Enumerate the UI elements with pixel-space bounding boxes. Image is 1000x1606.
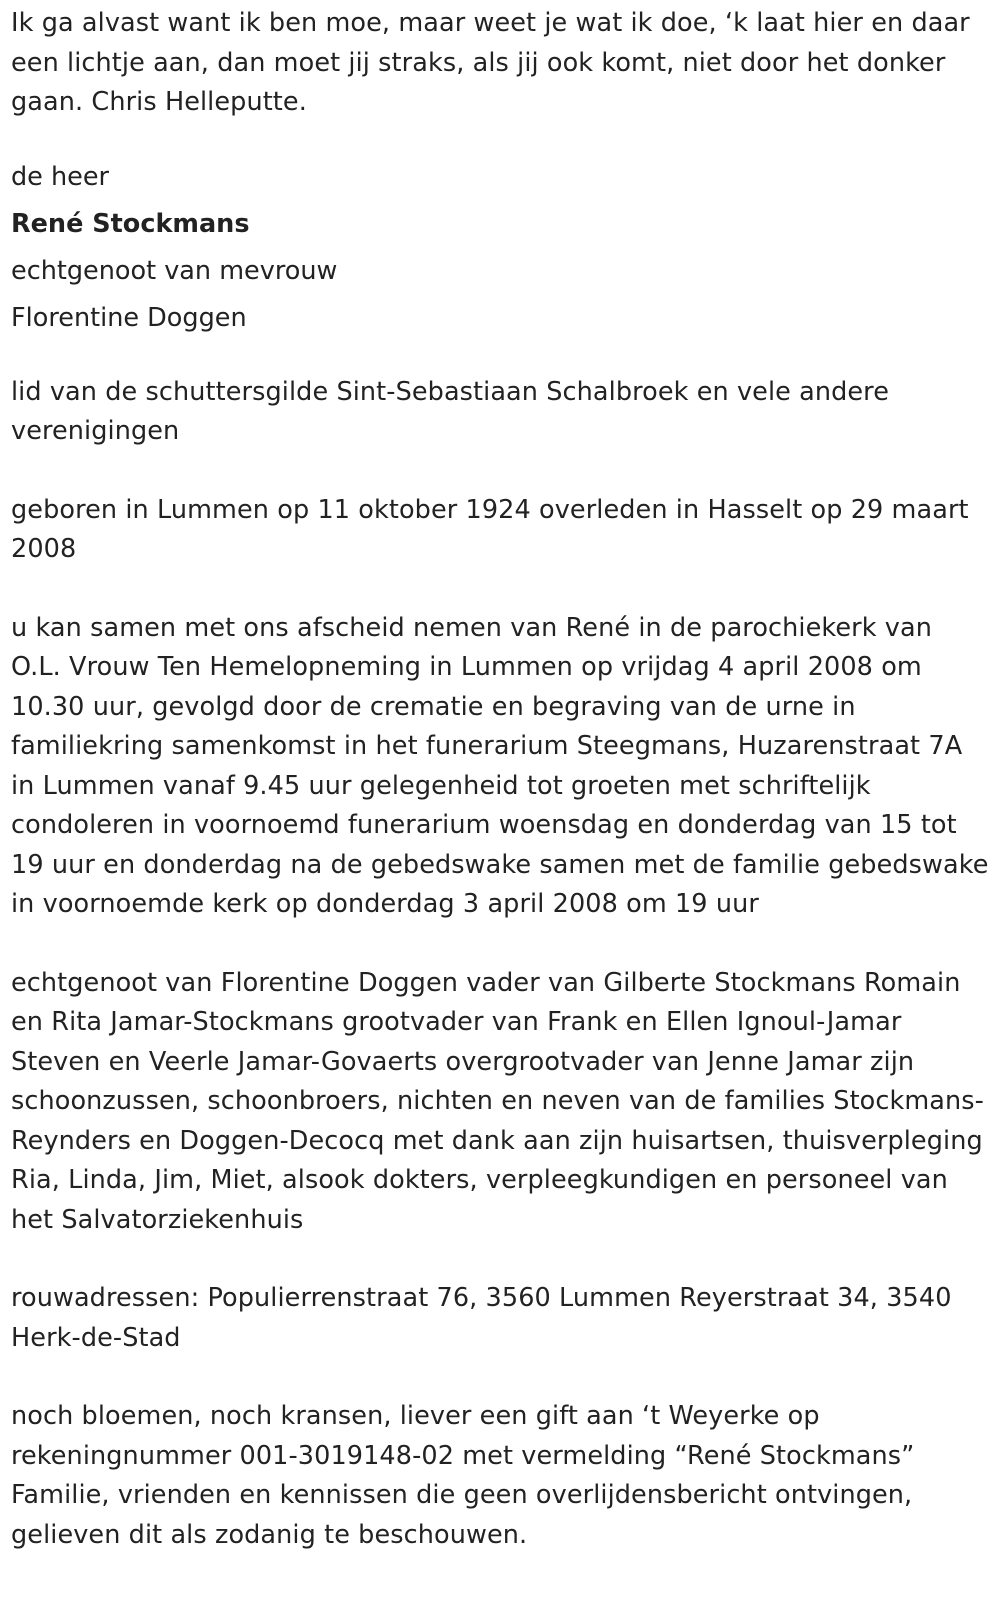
spouse-name: Florentine Doggen bbox=[11, 302, 247, 333]
spacer bbox=[11, 570, 990, 609]
spacer bbox=[11, 925, 990, 964]
spacer bbox=[11, 342, 990, 373]
spacer bbox=[11, 452, 990, 491]
ceremony-details: u kan samen met ons afscheid nemen van René in de parochiekerk van O.L. Vrouw Ten Hemelopneming in Lummen op vrijdag 4 april 2008 om 10.30 uur, gevolgd door de crematie en begraving van de urne in familiekring samenkomst in het funerarium Steegmans, Huzarenstraat 7A in Lummen vanaf 9.45 uur gelegenheid tot groeten met schriftelijk condoleren in voornoemd funerarium woensdag en donderdag van 15 tot 19 uur en donderdag na de gebedswake samen met de familie gebedswake in voornoemde kerk op donderdag 3 april 2008 om 19 uur bbox=[11, 612, 989, 919]
spouse-intro: echtgenoot van mevrouw bbox=[11, 255, 338, 286]
deceased-name: René Stockmans bbox=[11, 208, 250, 239]
mourning-addresses: rouwadressen: Populierrenstraat 76, 3560 Lummen Reyerstraat 34, 3540 Herk-de-Stad bbox=[11, 1283, 952, 1353]
closing-note: noch bloemen, noch kransen, liever een gift aan ‘t Weyerke op rekeningnummer 001-3019148-02 met vermelding “René Stockmans” Familie, vrienden en kennissen die geen overlijdensbericht ontvingen, gelieven dit als zodanig te beschouwen. bbox=[11, 1401, 915, 1550]
spacer bbox=[11, 1240, 990, 1279]
spacer bbox=[11, 1358, 990, 1397]
salutation: de heer bbox=[11, 161, 110, 192]
opening-quote: Ik ga alvast want ik ben moe, maar weet je wat ik doe, ‘k laat hier en daar een lichtje aan, dan moet jij straks, als jij ook komt, niet door het donker gaan. Chris Helleputte. bbox=[11, 8, 970, 117]
birth-death-dates: geboren in Lummen op 11 oktober 1924 overleden in Hasselt op 29 maart 2008 bbox=[11, 494, 969, 564]
membership-text: lid van de schuttersgilde Sint-Sebastiaan Schalbroek en vele andere verenigingen bbox=[11, 376, 889, 446]
family-list: echtgenoot van Florentine Doggen vader van Gilberte Stockmans Romain en Rita Jamar-Stockmans grootvader van Frank en Ellen Ignoul-Jamar Steven en Veerle Jamar-Govaerts overgrootvader van Jenne Jamar zijn schoonzussen, schoonbroers, nichten en neven van de families Stockmans-Reynders en Doggen-Decocq met dank aan zijn huisartsen, thuisverpleging Ria, Linda, Jim, Miet, alsook dokters, verpleegkundigen en personeel van het Salvatorziekenhuis bbox=[11, 967, 984, 1235]
